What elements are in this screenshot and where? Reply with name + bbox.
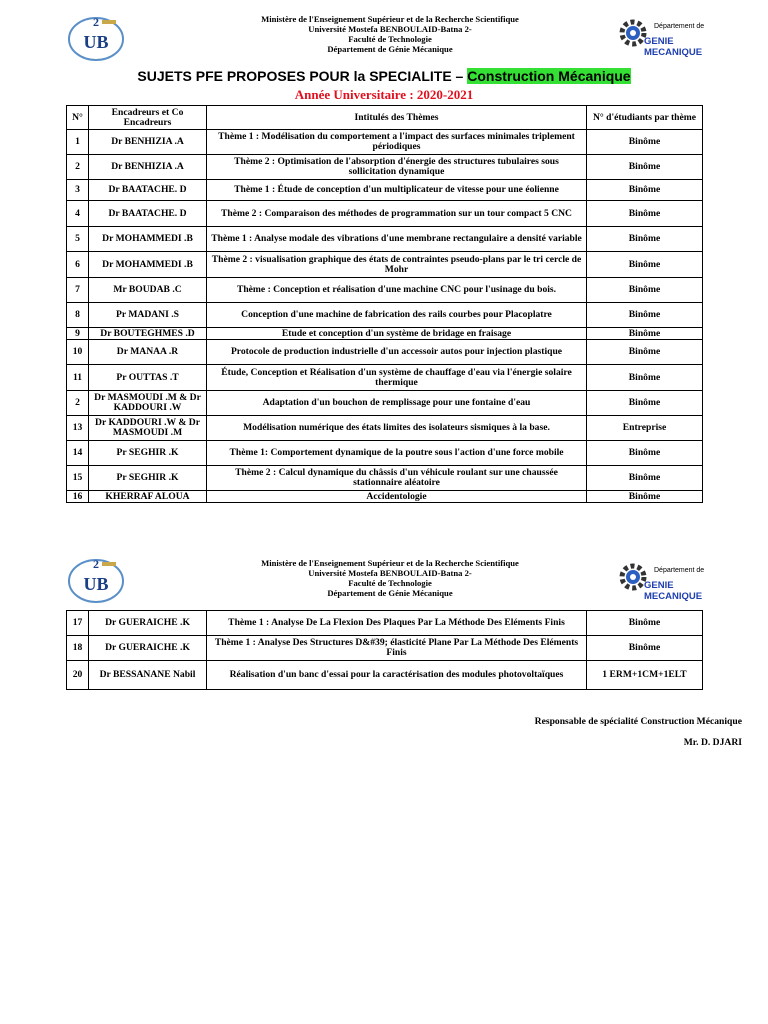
theme-cell: Thème 2 : Calcul dynamique du châssis d'un véhicule roulant sur une chaussée stationnaire aléatoire [207, 466, 587, 491]
row-number-cell: 20 [67, 661, 89, 690]
row-number-cell: 1 [67, 130, 89, 155]
row-number-cell: 3 [67, 180, 89, 201]
university-line: Université Mostefa BENBOULAID-Batna 2- [308, 24, 472, 34]
supervisor-cell: Pr SEGHIR .K [89, 441, 207, 466]
table-row [67, 661, 703, 690]
students-cell: Binôme [587, 491, 703, 503]
students-cell: Binôme [587, 441, 703, 466]
row-number-cell: 4 [67, 201, 89, 227]
row-number-cell: 2 [67, 391, 89, 416]
faculty-line: Faculté de Technologie [348, 34, 432, 44]
theme-cell: Thème : Conception et réalisation d'une machine CNC pour l'usinage du bois. [207, 278, 587, 303]
faculty-line: Faculté de Technologie [348, 578, 432, 588]
table-row [67, 201, 703, 227]
page-title [0, 68, 768, 84]
students-cell: Binôme [587, 201, 703, 227]
supervisor-cell: Dr GUERAICHE .K [89, 611, 207, 636]
supervisor-cell: Dr BESSANANE Nabil [89, 661, 207, 690]
department-logo-label: Département de [654, 567, 705, 574]
table-row [67, 611, 703, 636]
table-row [67, 340, 703, 365]
table-row [67, 466, 703, 491]
row-number-cell: 17 [67, 611, 89, 636]
students-cell: Binôme [587, 636, 703, 661]
students-cell: Binôme [587, 130, 703, 155]
supervisor-cell: Dr MOHAMMEDI .B [89, 252, 207, 278]
department-logo-label: Département de [654, 23, 705, 30]
col-header-students: N° d'étudiants par thème [587, 106, 703, 130]
row-number-cell: 7 [67, 278, 89, 303]
theme-cell: Modélisation numérique des états limites des isolateurs sismiques à la base. [207, 416, 587, 441]
theme-cell: Protocole de production industrielle d'un accessoir autos pour injection plastique [207, 340, 587, 365]
row-number-cell: 9 [67, 328, 89, 340]
students-cell: Binôme [587, 180, 703, 201]
theme-cell: Thème 2 : Comparaison des méthodes de programmation sur un tour compact 5 CNC [207, 201, 587, 227]
supervisor-cell: Dr BOUTEGHMES .D [89, 328, 207, 340]
supervisor-cell: Dr BAATACHE. D [89, 201, 207, 227]
supervisor-cell: Dr BAATACHE. D [89, 180, 207, 201]
table-row [67, 155, 703, 180]
theme-cell: Thème 2 : Optimisation de l'absorption d'énergie des structures tubulaires sous sollicitation dynamique [207, 155, 587, 180]
supervisor-cell: Dr MASMOUDI .M & Dr KADDOURI .W [89, 391, 207, 416]
row-number-cell: 8 [67, 303, 89, 328]
signature-role: Responsable de spécialité Construction Mécanique [534, 716, 742, 727]
students-cell: Binôme [587, 227, 703, 252]
supervisor-cell: KHERRAF ALOUA [89, 491, 207, 503]
table-row [67, 180, 703, 201]
theme-cell: Thème 2 : visualisation graphique des états de contraintes pseudo-plans par le tri cercle de Mohr [207, 252, 587, 278]
theme-cell: Thème 1 : Étude de conception d'un multiplicateur de vitesse pour une éolienne [207, 180, 587, 201]
department-line: Département de Génie Mécanique [327, 588, 453, 598]
svg-text:2: 2 [93, 15, 99, 29]
students-cell: Binôme [587, 340, 703, 365]
row-number-cell: 5 [67, 227, 89, 252]
table-row [67, 416, 703, 441]
table-row [67, 278, 703, 303]
subjects-table [66, 105, 703, 503]
row-number-cell: 10 [67, 340, 89, 365]
theme-cell: Thème 1 : Analyse De La Flexion Des Plaques Par La Méthode Des Eléments Finis [207, 611, 587, 636]
row-number-cell: 15 [67, 466, 89, 491]
svg-text:2: 2 [93, 557, 99, 571]
institution-lines [200, 14, 580, 54]
table-row [67, 636, 703, 661]
students-cell: Binôme [587, 155, 703, 180]
students-cell: Binôme [587, 611, 703, 636]
table-row [67, 391, 703, 416]
row-number-cell: 14 [67, 441, 89, 466]
table-row [67, 303, 703, 328]
title-prefix: SUJETS PFE PROPOSES POUR la SPECIALITE – [137, 68, 468, 84]
university-logo [66, 12, 126, 62]
theme-cell: Thème 1 : Analyse Des Structures D&#39; élasticité Plane Par La Méthode Des Eléments Finis [207, 636, 587, 661]
students-cell: Entreprise [587, 416, 703, 441]
col-header-themes: Intitulés des Thèmes [207, 106, 587, 130]
department-line: Département de Génie Mécanique [327, 44, 453, 54]
table-row [67, 365, 703, 391]
svg-text:UB: UB [83, 32, 109, 52]
table-row [67, 328, 703, 340]
institution-lines [200, 558, 580, 598]
supervisor-cell: Pr SEGHIR .K [89, 466, 207, 491]
students-cell: Binôme [587, 365, 703, 391]
supervisor-cell: Pr OUTTAS .T [89, 365, 207, 391]
department-logo-name: GENIE MECANIQUE [644, 580, 703, 602]
students-cell: Binôme [587, 391, 703, 416]
table-header-row [67, 106, 703, 130]
row-number-cell: 13 [67, 416, 89, 441]
theme-cell: Thème 1 : Modélisation du comportement a l'impact des surfaces minimales triplement périodiques [207, 130, 587, 155]
students-cell: Binôme [587, 252, 703, 278]
theme-cell: Thème 1 : Analyse modale des vibrations d'une membrane rectangulaire a densité variable [207, 227, 587, 252]
supervisor-cell: Mr BOUDAB .C [89, 278, 207, 303]
theme-cell: Réalisation d'un banc d'essai pour la caractérisation des modules photovoltaïques [207, 661, 587, 690]
theme-cell: Étude, Conception et Réalisation d'un système de chauffage d'eau via l'énergie solaire thermique [207, 365, 587, 391]
table-row [67, 491, 703, 503]
table-row [67, 227, 703, 252]
department-logo [616, 14, 726, 60]
row-number-cell: 16 [67, 491, 89, 503]
academic-year: Année Universitaire : 2020-2021 [294, 87, 474, 102]
supervisor-cell: Dr KADDOURI .W & Dr MASMOUDI .M [89, 416, 207, 441]
theme-cell: Etude et conception d'un système de bridage en fraisage [207, 328, 587, 340]
department-logo-name: GENIE MECANIQUE [644, 36, 703, 58]
students-cell: Binôme [587, 328, 703, 340]
signature-name: Mr. D. DJARI [683, 737, 742, 748]
subjects-table-continued [66, 610, 703, 690]
col-header-supervisors: Encadreurs et Co Encadreurs [89, 106, 207, 130]
theme-cell: Accidentologie [207, 491, 587, 503]
supervisor-cell: Dr GUERAICHE .K [89, 636, 207, 661]
title-specialty-highlight: Construction Mécanique [467, 68, 631, 84]
students-cell: Binôme [587, 278, 703, 303]
department-logo [616, 558, 726, 604]
theme-cell: Thème 1: Comportement dynamique de la poutre sous l'action d'une force mobile [207, 441, 587, 466]
university-line: Université Mostefa BENBOULAID-Batna 2- [308, 568, 472, 578]
students-cell: Binôme [587, 466, 703, 491]
table-row [67, 441, 703, 466]
ministry-line: Ministère de l'Enseignement Supérieur et de la Recherche Scientifique [261, 558, 519, 568]
supervisor-cell: Dr BENHIZIA .A [89, 130, 207, 155]
row-number-cell: 18 [67, 636, 89, 661]
supervisor-cell: Pr MADANI .S [89, 303, 207, 328]
university-logo [66, 554, 126, 604]
theme-cell: Conception d'une machine de fabrication des rails courbes pour Placoplatre [207, 303, 587, 328]
table-row [67, 130, 703, 155]
col-header-number: N° [67, 106, 89, 130]
ministry-line: Ministère de l'Enseignement Supérieur et de la Recherche Scientifique [261, 14, 519, 24]
svg-text:UB: UB [83, 574, 109, 594]
row-number-cell: 2 [67, 155, 89, 180]
students-cell: 1 ERM+1CM+1ELT [587, 661, 703, 690]
supervisor-cell: Dr MANAA .R [89, 340, 207, 365]
supervisor-cell: Dr MOHAMMEDI .B [89, 227, 207, 252]
supervisor-cell: Dr BENHIZIA .A [89, 155, 207, 180]
students-cell: Binôme [587, 303, 703, 328]
row-number-cell: 6 [67, 252, 89, 278]
theme-cell: Adaptation d'un bouchon de remplissage pour une fontaine d'eau [207, 391, 587, 416]
row-number-cell: 11 [67, 365, 89, 391]
table-row [67, 252, 703, 278]
